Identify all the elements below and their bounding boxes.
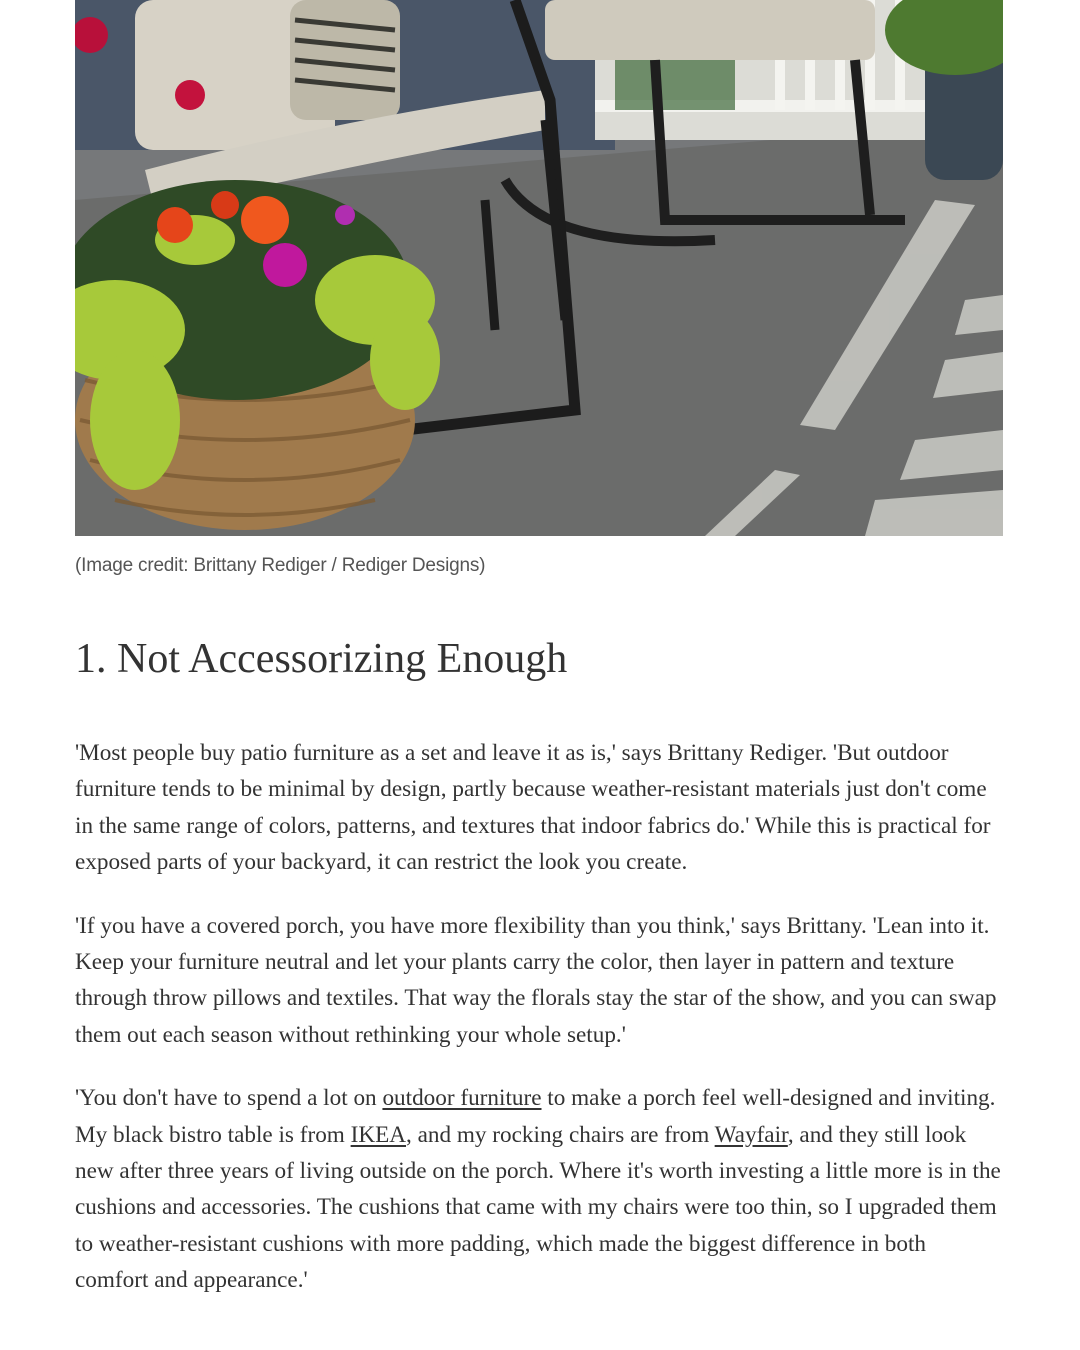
paragraph-2: 'If you have a covered porch, you have more flexibility than you think,' says Brittany. 'Lean into it. Keep your furniture neutral and let your plants carry the color, then layer in pattern and texture through throw pillows and textiles. That way the florals stay the star of the show, and you can swap them out each season without rethinking your whole setup.': [75, 912, 997, 1048]
paragraph-3-text-3: , and my rocking chairs are from: [406, 1121, 715, 1148]
paragraph-3-text-1: 'You don't have to spend a lot on: [75, 1085, 383, 1112]
ikea-link[interactable]: IKEA: [350, 1121, 407, 1148]
article-body: [75, 735, 1005, 1326]
outdoor-furniture-link[interactable]: outdoor furniture: [382, 1085, 542, 1112]
paragraph-3-text-2: to make a porch feel well-designed and inviting. My black bistro table is from: [75, 1085, 996, 1148]
section-heading: 1. Not Accessorizing Enough: [75, 636, 568, 682]
paragraph-3: [75, 1080, 1005, 1298]
paragraph-3-text-4: , and they still look new after three years of living outside on the porch. Where it's worth investing a little more is in the cushions and accessories. The cushions that came with my chairs were too thin, so I upgraded them to weather-resistant cushions with more padding, which made the biggest difference in both comfort and appearance.': [75, 1121, 1001, 1294]
paragraph-1: 'Most people buy patio furniture as a set and leave it as is,' says Brittany Rediger. 'But outdoor furniture tends to be minimal by design, partly because weather-resistant materials just don't come in the same range of colors, patterns, and textures that indoor fabrics do.' While this is practical for exposed parts of your backyard, it can restrict the look you create.: [75, 740, 991, 876]
image-caption: (Image credit: Brittany Rediger / Rediger Designs): [75, 555, 486, 576]
hero-image: [75, 0, 1003, 536]
wayfair-link[interactable]: Wayfair: [714, 1121, 788, 1148]
